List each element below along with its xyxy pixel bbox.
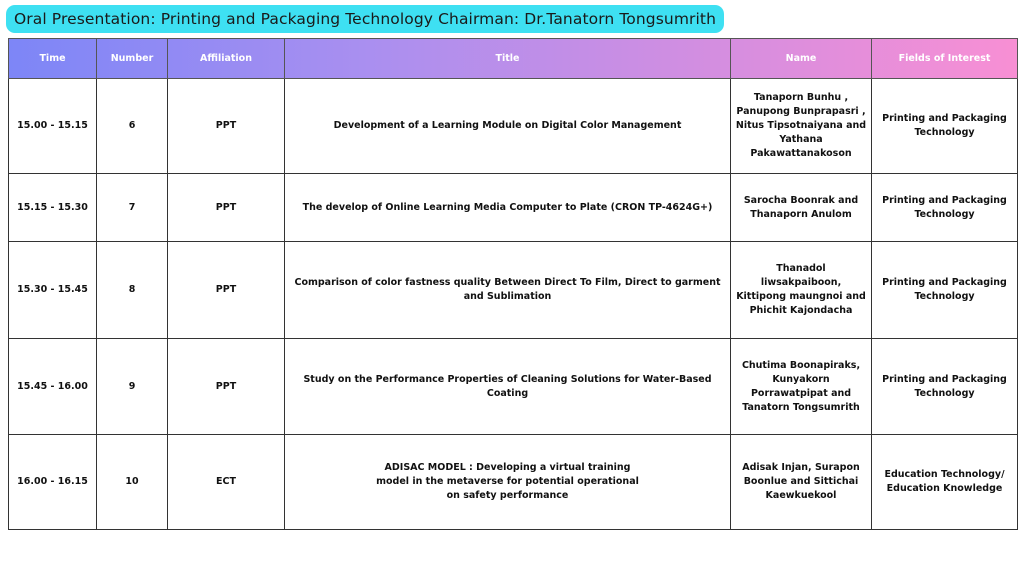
cell-name: Chutima Boonapiraks, Kunyakorn Porrawatpipat and Tanatorn Tongsumrith	[731, 339, 872, 435]
cell-fields: Education Technology/ Education Knowledge	[872, 435, 1018, 530]
cell-time: 15.00 - 15.15	[9, 79, 97, 174]
cell-name: Adisak Injan, Surapon Boonlue and Sittichai Kaewkuekool	[731, 435, 872, 530]
cell-number: 8	[97, 242, 168, 339]
header-number: Number	[97, 39, 168, 79]
table-row	[9, 435, 1018, 530]
schedule-table	[8, 38, 1018, 530]
cell-title: Comparison of color fastness quality Between Direct To Film, Direct to garment and Sublimation	[285, 242, 731, 339]
header-time: Time	[9, 39, 97, 79]
cell-name: Thanadol liwsakpaiboon, Kittipong maungnoi and Phichit Kajondacha	[731, 242, 872, 339]
cell-name: Tanaporn Bunhu , Panupong Bunprapasri , Nitus Tipsotnaiyana and Yathana Pakawattanakoson	[731, 79, 872, 174]
cell-title	[285, 435, 731, 530]
header-title: Title	[285, 39, 731, 79]
cell-fields: Printing and Packaging Technology	[872, 242, 1018, 339]
header-fields-of-interest: Fields of Interest	[872, 39, 1018, 79]
cell-affiliation: PPT	[168, 339, 285, 435]
cell-time: 15.45 - 16.00	[9, 339, 97, 435]
table-row	[9, 174, 1018, 242]
cell-affiliation: PPT	[168, 242, 285, 339]
cell-fields: Printing and Packaging Technology	[872, 174, 1018, 242]
title-line: on safety performance	[446, 490, 569, 501]
cell-number: 6	[97, 79, 168, 174]
cell-number: 7	[97, 174, 168, 242]
cell-number: 9	[97, 339, 168, 435]
title-line: model in the metaverse for potential operational	[376, 476, 639, 487]
cell-fields: Printing and Packaging Technology	[872, 339, 1018, 435]
header-name: Name	[731, 39, 872, 79]
cell-affiliation: PPT	[168, 79, 285, 174]
cell-time: 15.15 - 15.30	[9, 174, 97, 242]
table-row	[9, 339, 1018, 435]
table-row	[9, 79, 1018, 174]
cell-name: Sarocha Boonrak and Thanaporn Anulom	[731, 174, 872, 242]
cell-time: 16.00 - 16.15	[9, 435, 97, 530]
table-header-row	[9, 39, 1018, 79]
title-line: ADISAC MODEL : Developing a virtual training	[384, 462, 631, 473]
cell-affiliation: PPT	[168, 174, 285, 242]
cell-title: The develop of Online Learning Media Computer to Plate (CRON TP-4624G+)	[285, 174, 731, 242]
cell-title: Study on the Performance Properties of Cleaning Solutions for Water-Based Coating	[285, 339, 731, 435]
session-title-banner: Oral Presentation: Printing and Packaging Technology Chairman: Dr.Tanatorn Tongsumrith	[6, 5, 724, 33]
cell-time: 15.30 - 15.45	[9, 242, 97, 339]
cell-affiliation: ECT	[168, 435, 285, 530]
cell-number: 10	[97, 435, 168, 530]
cell-title: Development of a Learning Module on Digital Color Management	[285, 79, 731, 174]
header-affiliation: Affiliation	[168, 39, 285, 79]
table-row	[9, 242, 1018, 339]
cell-fields: Printing and Packaging Technology	[872, 79, 1018, 174]
